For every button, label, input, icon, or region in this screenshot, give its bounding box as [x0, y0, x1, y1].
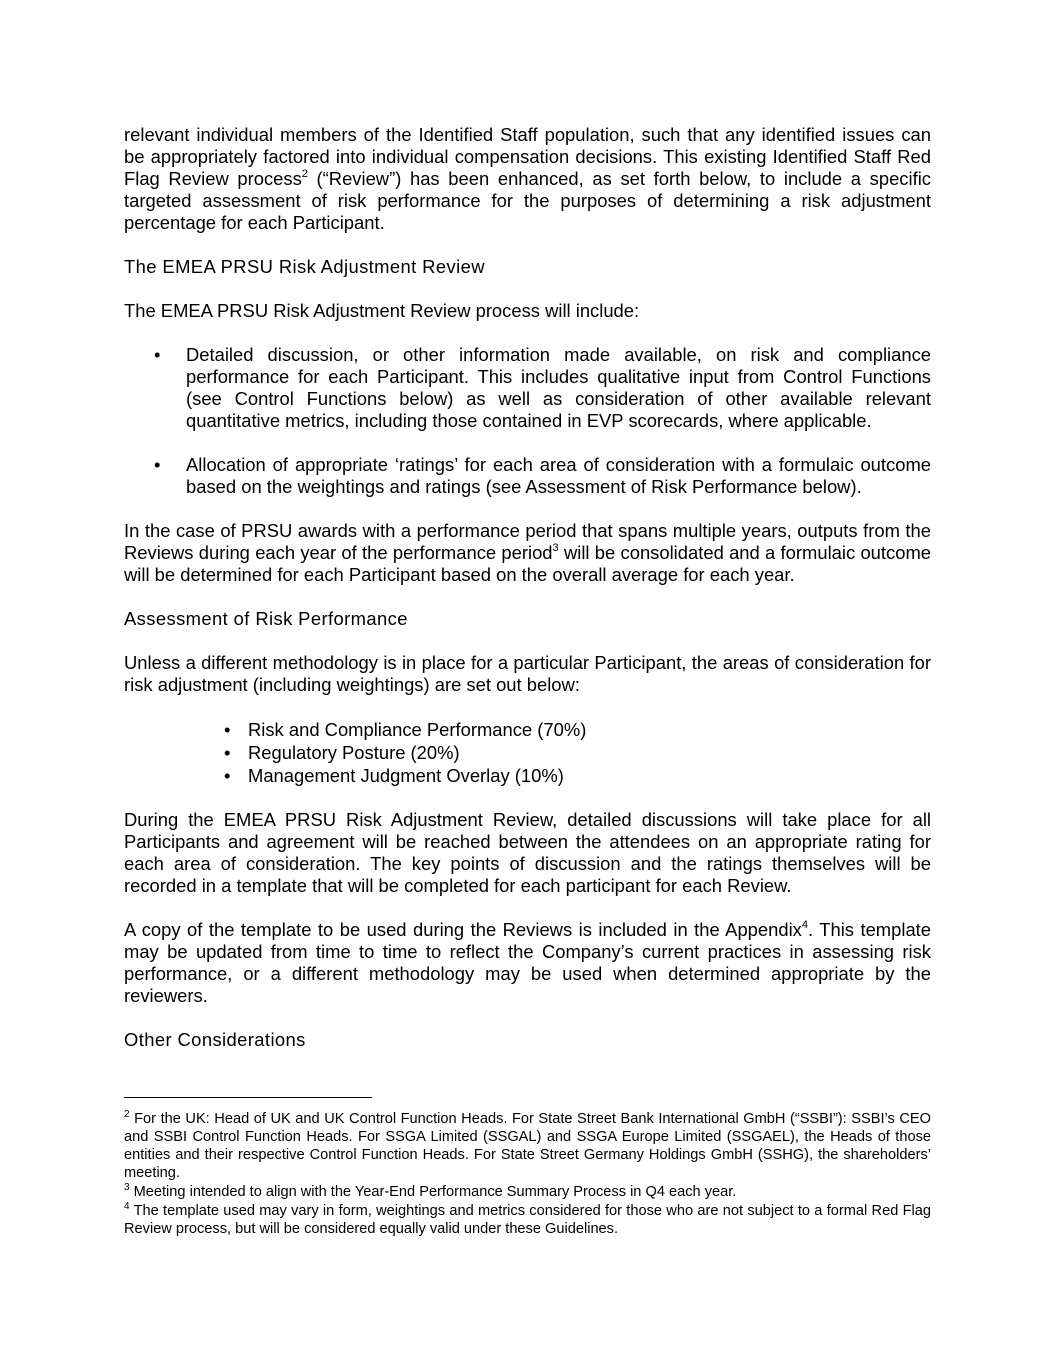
review-bullet-list: [124, 344, 931, 498]
area-text: Regulatory Posture (20%): [248, 742, 460, 763]
template-text: A copy of the template to be used during the Reviews is included in the Appendix: [124, 919, 802, 940]
multi-year-text: In the case of PRSU awards with a performance period that spans multiple years, outputs from the Reviews during each year of the performance period: [124, 520, 931, 563]
footnote-2: [124, 1110, 931, 1182]
template-text-cont: . This template may be updated from time to time to reflect the Company’s current practices in assessing risk performance, or a different methodology may be used when determined appropriate by the reviewers.: [124, 919, 932, 1006]
area-text: Management Judgment Overlay (10%): [248, 765, 564, 786]
list-gap: [124, 432, 931, 454]
multi-year-paragraph: [124, 520, 931, 586]
footnote-number: 2: [124, 1109, 130, 1121]
footnotes-section: [124, 1097, 931, 1239]
bullet-icon: •: [154, 344, 161, 365]
footnote-ref-2[interactable]: 2: [301, 167, 308, 180]
footnote-text: The template used may vary in form, weightings and metrics considered for those who are not subject to a formal Red Flag Review process, but will be considered equally valid under these Guidelines.: [124, 1203, 931, 1237]
list-item: [124, 741, 931, 764]
footnote-divider: [124, 1097, 372, 1098]
bullet-icon: •: [224, 742, 231, 763]
discussion-paragraph: During the EMEA PRSU Risk Adjustment Review, detailed discussions will take place for all Participants and agreement will be reached between the attendees on an appropriate rating for each area of consideration. The key points of discussion and the ratings themselves will be recorded in a template that will be completed for each participant for each Review.: [124, 809, 931, 896]
assessment-intro: Unless a different methodology is in place for a particular Participant, the areas of consideration for risk adjustment (including weightings) are set out below:: [124, 652, 931, 695]
template-paragraph: [124, 919, 931, 1007]
list-item: [124, 764, 931, 787]
bullet-icon: •: [224, 719, 231, 740]
list-item: [124, 454, 931, 498]
footnote-text: Meeting intended to align with the Year-End Performance Summary Process in Q4 each year.: [129, 1184, 737, 1200]
bullet-icon: •: [154, 454, 161, 475]
intro-text-cont: (“Review”) has been enhanced, as set forth below, to include a specific targeted assessment of risk performance for the purposes of determining a risk adjustment percentage for each Participant.: [124, 168, 931, 233]
footnote-4: [124, 1202, 931, 1238]
footnote-number: 4: [124, 1201, 130, 1213]
list-item-text: Allocation of appropriate ‘ratings’ for each area of consideration with a formulaic outcome based on the weightings and ratings (see Assessment of Risk Performance below).: [186, 454, 931, 497]
other-considerations-heading: Other Considerations: [124, 1029, 306, 1050]
footnote-number: 3: [124, 1182, 130, 1194]
bullet-icon: •: [224, 765, 231, 786]
footnote-ref-3[interactable]: 3: [552, 541, 559, 554]
multi-year-text-cont: will be consolidated and a formulaic outcome will be determined for each Participant based on the overall average for each year.: [124, 542, 931, 585]
intro-text: relevant individual members of the Identified Staff population, such that any identified issues can be appropriately factored into individual compensation decisions. This existing Identified Staff Red Flag Review process: [124, 124, 931, 189]
review-intro: The EMEA PRSU Risk Adjustment Review process will include:: [124, 300, 640, 321]
area-text: Risk and Compliance Performance (70%): [248, 719, 587, 740]
footnote-ref-4[interactable]: 4: [801, 918, 808, 931]
document-page: [124, 124, 931, 1051]
list-item: [124, 718, 931, 741]
assessment-heading: Assessment of Risk Performance: [124, 608, 408, 629]
list-item: [124, 344, 931, 432]
review-heading: The EMEA PRSU Risk Adjustment Review: [124, 256, 485, 277]
footnote-3: [124, 1183, 931, 1201]
intro-paragraph: [124, 124, 931, 234]
footnote-text: For the UK: Head of UK and UK Control Function Heads. For State Street Bank International GmbH (“SSBI”): SSBI’s CEO and SSBI Control Function Heads. For SSGA Limited (SSGAL) and SSGA Europe Limited (SSGAEL), the Heads of those entities and their respective Control Function Heads. For State Street Germany Holdings GmbH (SSHG), the shareholders’ meeting.: [124, 1111, 931, 1181]
areas-list: [124, 718, 931, 787]
list-item-text: Detailed discussion, or other information made available, on risk and compliance performance for each Participant. This includes qualitative input from Control Functions (see Control Functions below) as well as consideration of other available relevant quantitative metrics, including those contained in EVP scorecards, where applicable.: [186, 344, 931, 431]
